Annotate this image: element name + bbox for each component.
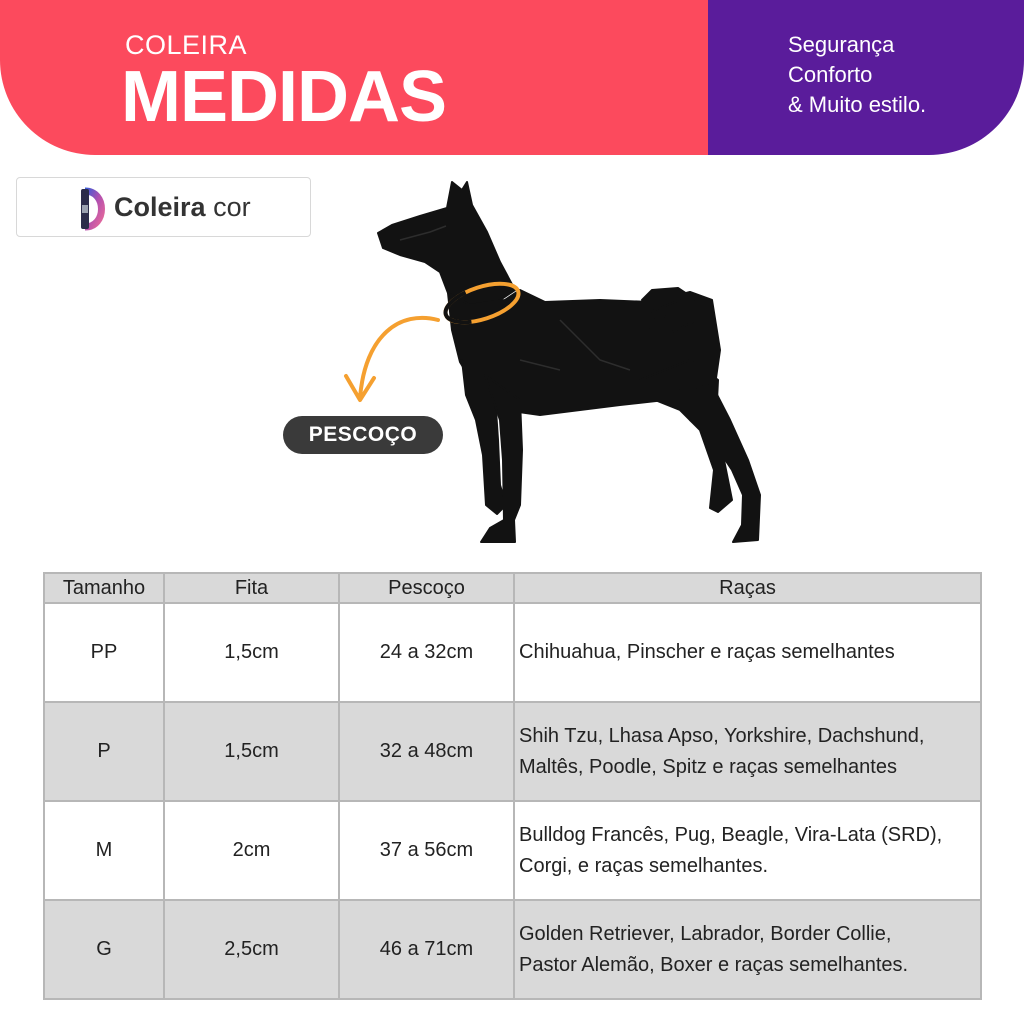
banner-kicker: COLEIRA (125, 30, 248, 60)
breeds-line: Bulldog Francês, Pug, Beagle, Vira-Lata (SRD), (519, 823, 943, 846)
cell-breeds (514, 900, 981, 999)
collar-icon (77, 187, 113, 231)
header-tape: Fita (164, 573, 339, 603)
breeds-line: Shih Tzu, Lhasa Apso, Yorkshire, Dachshund, (519, 724, 925, 747)
cell-neck: 46 a 71cm (339, 900, 514, 999)
banner-tagline (788, 30, 926, 120)
product-name-rest: cor (213, 192, 251, 222)
cell-breeds (514, 801, 981, 900)
cell-size: P (44, 702, 164, 801)
cell-breeds (514, 702, 981, 801)
cell-tape: 2cm (164, 801, 339, 900)
banner-headline: MEDIDAS (121, 57, 447, 137)
table-row (44, 801, 981, 900)
cell-tape: 1,5cm (164, 702, 339, 801)
tagline-line-2: Conforto (788, 62, 873, 87)
tagline-line-1: Segurança (788, 32, 895, 57)
dog-illustration (270, 170, 770, 550)
table-row (44, 900, 981, 999)
breeds-line: Chihuahua, Pinscher e raças semelhantes (519, 641, 895, 663)
breeds-line: Golden Retriever, Labrador, Border Collie, (519, 922, 892, 945)
header-size: Tamanho (44, 573, 164, 603)
header-neck: Pescoço (339, 573, 514, 603)
tagline-line-3: & Muito estilo. (788, 92, 927, 117)
header-breeds: Raças (514, 573, 981, 603)
dog-silhouette (378, 182, 760, 542)
cell-neck: 37 a 56cm (339, 801, 514, 900)
cell-neck: 24 a 32cm (339, 603, 514, 702)
size-table (43, 572, 982, 1000)
table-header-row (44, 573, 981, 603)
product-chip[interactable] (16, 177, 311, 237)
table-row (44, 603, 981, 702)
cell-tape: 1,5cm (164, 603, 339, 702)
cell-size: M (44, 801, 164, 900)
cell-neck: 32 a 48cm (339, 702, 514, 801)
neck-arrow (360, 318, 438, 398)
product-name (114, 192, 251, 223)
product-name-bold: Coleira (114, 192, 206, 222)
cell-breeds (514, 603, 981, 702)
table-row (44, 702, 981, 801)
breeds-line: Corgi, e raças semelhantes. (519, 854, 769, 877)
breeds-line: Pastor Alemão, Boxer e raças semelhantes. (519, 953, 909, 976)
header-banner (0, 0, 1024, 155)
neck-label: PESCOÇO (283, 416, 443, 454)
cell-size: G (44, 900, 164, 999)
breeds-line: Maltês, Poodle, Spitz e raças semelhantes (519, 755, 897, 778)
cell-tape: 2,5cm (164, 900, 339, 999)
cell-size: PP (44, 603, 164, 702)
